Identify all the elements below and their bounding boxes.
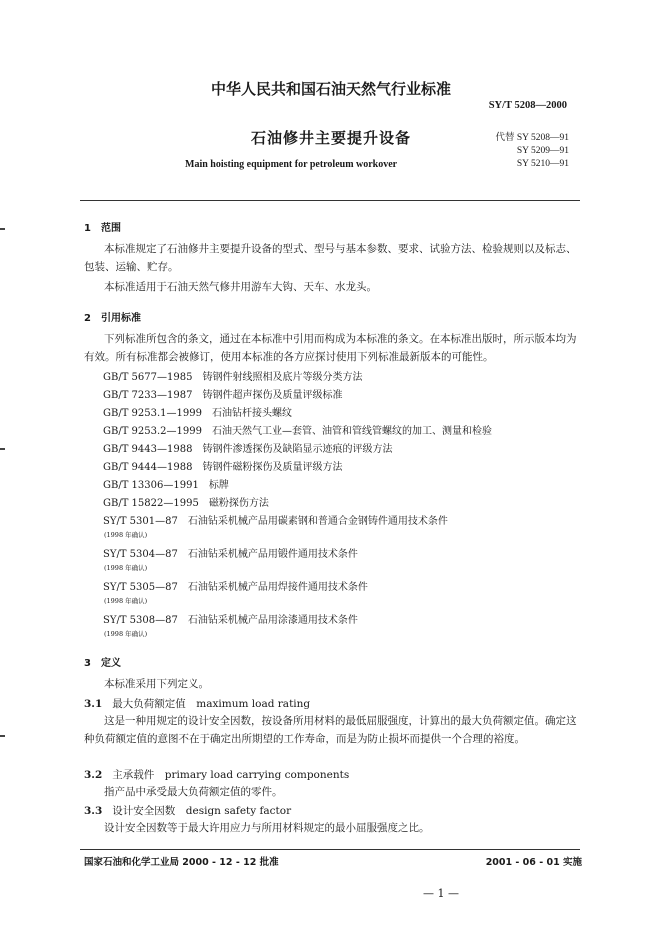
scan-edge-mark (0, 228, 5, 230)
reference-item: GB/T 9253.1—1999 石油钻杆接头螺纹 (103, 408, 292, 419)
approval-date: 国家石油和化学工业局 2000 - 12 - 12 批准 (84, 857, 279, 868)
confirm-note: (1998 年确认) (104, 630, 148, 638)
standard-code: SY/T 5208—2000 (488, 100, 567, 111)
effective-date: 2001 - 06 - 01 实施 (485, 857, 582, 868)
paragraph: 本标准规定了石油修井主要提升设备的型式、型号与基本参数、要求、试验方法、检验规则以及标志、包装、运输、贮存。 (84, 243, 577, 273)
paragraph: 这是一种用规定的设计安全因数，按设备所用材料的最低屈服强度，计算出的最大负荷额定值。确定这种负荷额定值的意图不在于确定出所期望的工作寿命，而是为防止损坏而提供一个合理的裕度。 (84, 715, 577, 745)
definition-term-text: 主承载件 primary load carrying components (112, 769, 350, 781)
confirm-note: (1998 年确认) (104, 564, 148, 572)
scan-edge-mark (0, 448, 5, 450)
reference-item: GB/T 7233—1987 铸钢件超声探伤及质量评级标准 (103, 390, 343, 401)
definition-term (84, 696, 310, 711)
definition-number: 3.2 (84, 769, 103, 781)
definition-term (84, 767, 349, 782)
definition-number: 3.1 (84, 698, 103, 710)
reference-item: SY/T 5301—87 石油钻采机械产品用碳素钢和普通合金钢铸件通用技术条件 (103, 516, 448, 527)
replaces-line: 代替 SY 5208—91 (495, 133, 569, 143)
org-title: 中华人民共和国石油天然气行业标准 (210, 80, 451, 98)
page-number: — 1 — (423, 887, 459, 900)
document-title-english: Main hoisting equipment for petroleum workover (185, 159, 398, 170)
reference-item: GB/T 9443—1988 铸钢件渗透探伤及缺陷显示迹痕的评级方法 (103, 444, 393, 455)
replaces-block (487, 132, 569, 171)
header-rule (80, 200, 580, 201)
reference-item: GB/T 15822—1995 磁粉探伤方法 (103, 498, 269, 509)
reference-item: SY/T 5305—87 石油钻采机械产品用焊接件通用技术条件 (103, 582, 368, 593)
definition-term-text: 最大负荷额定值 maximum load rating (112, 698, 311, 710)
replaces-line: SY 5209—91 (516, 146, 569, 156)
section-heading: 2 引用标准 (84, 313, 141, 324)
footer-rule (80, 849, 580, 850)
definition-term-text: 设计安全因数 design safety factor (112, 805, 292, 817)
section-heading: 3 定义 (84, 658, 121, 669)
document-title: 石油修井主要提升设备 (250, 129, 411, 147)
reference-item: GB/T 9444—1988 铸钢件磁粉探伤及质量评级方法 (103, 462, 343, 473)
definition-term (84, 803, 291, 818)
reference-item: GB/T 5677—1985 铸钢件射线照相及底片等级分类方法 (103, 372, 363, 383)
section-heading: 1 范围 (84, 223, 121, 234)
reference-item: SY/T 5308—87 石油钻采机械产品用涂漆通用技术条件 (103, 615, 358, 626)
reference-item: GB/T 9253.2—1999 石油天然气工业—套管、油管和管线管螺纹的加工、测量和检验 (103, 426, 492, 437)
confirm-note: (1998 年确认) (104, 531, 148, 539)
paragraph: 下列标准所包含的条文，通过在本标准中引用而构成为本标准的条文。在本标准出版时，所示版本均为有效。所有标准都会被修订，使用本标准的各方应探讨使用下列标准最新版本的可能性。 (84, 333, 577, 363)
paragraph: 设计安全因数等于最大许用应力与所用材料规定的最小屈服强度之比。 (104, 822, 430, 834)
confirm-note: (1998 年确认) (104, 597, 148, 605)
paragraph: 本标准适用于石油天然气修井用游车大钩、天车、水龙头。 (104, 281, 377, 293)
reference-item: GB/T 13306—1991 标牌 (103, 480, 229, 491)
paragraph: 指产品中承受最大负荷额定值的零件。 (104, 786, 283, 798)
reference-item: SY/T 5304—87 石油钻采机械产品用锻件通用技术条件 (103, 549, 358, 560)
scan-edge-mark (0, 735, 5, 737)
definition-number: 3.3 (84, 805, 103, 817)
paragraph: 本标准采用下列定义。 (104, 678, 209, 690)
replaces-line: SY 5210—91 (516, 159, 569, 169)
